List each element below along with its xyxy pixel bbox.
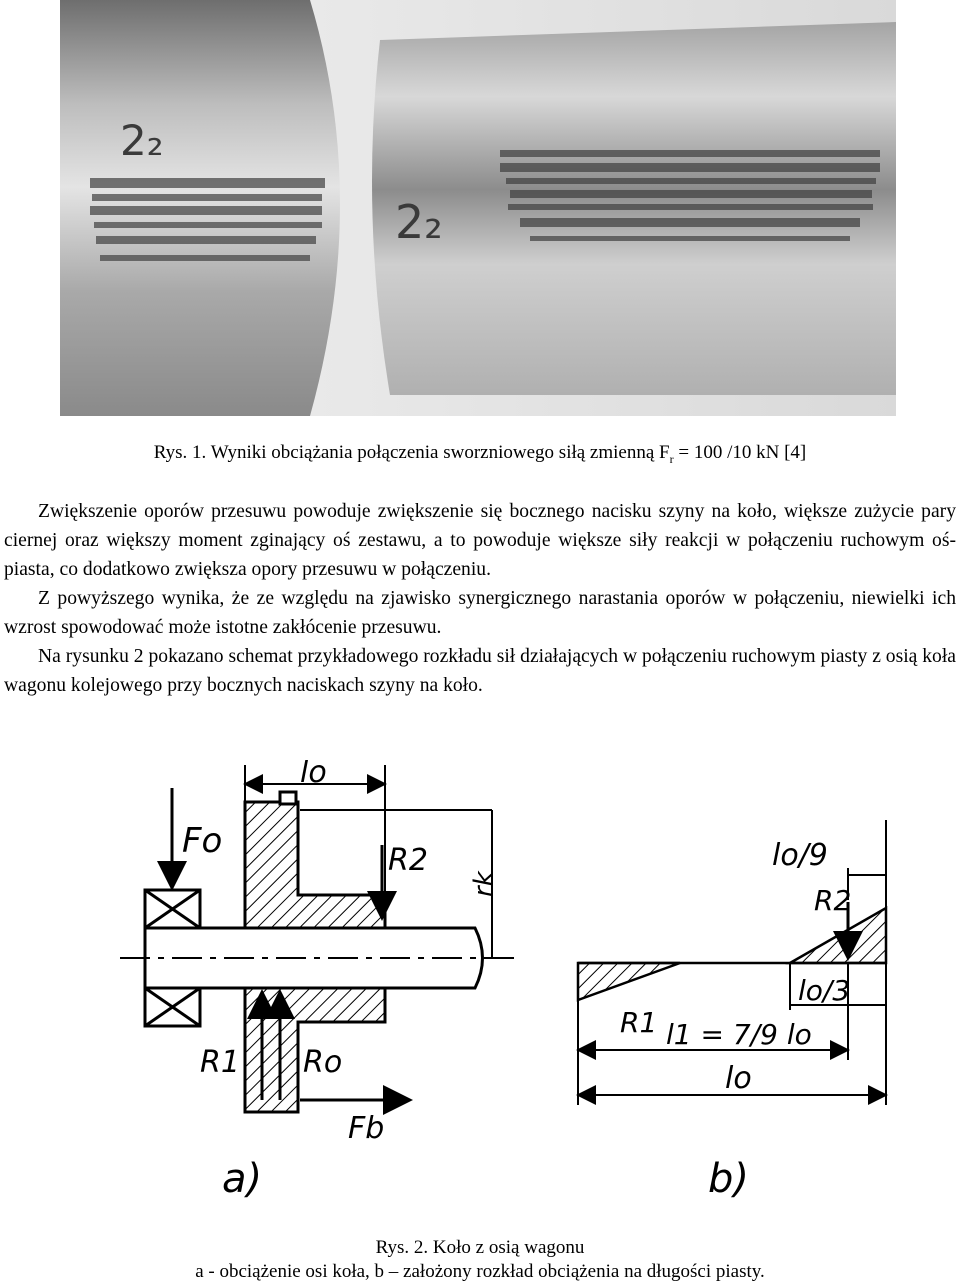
photo-mark-right: 2₂ bbox=[395, 195, 443, 249]
label-b-l1: l1 = 7/9 lo bbox=[666, 1018, 812, 1051]
figure1-caption-prefix: Rys. 1. Wyniki obciążania połączenia sworzniowego siłą zmienną F bbox=[153, 442, 670, 463]
label-b-r2: R2 bbox=[814, 884, 852, 917]
photo-mark-left: 2₂ bbox=[120, 116, 164, 165]
paragraph-2: Z powyższego wynika, że ze względu na zjawisko synergicznego narastania oporów w połączeniu, niewielki ich wzrost spowodować może istotne zakłócenie przesuwu. bbox=[4, 588, 956, 638]
label-b-lo: lo bbox=[725, 1061, 752, 1096]
label-b-r1: R1 bbox=[620, 1006, 658, 1039]
label-b: b) bbox=[708, 1156, 749, 1202]
label-a: a) bbox=[222, 1156, 263, 1202]
label-b-lo3: lo/3 bbox=[798, 974, 851, 1007]
paragraph-1: Zwiększenie oporów przesuwu powoduje zwiększenie się bocznego nacisku szyny na koło, większe zużycie pary ciernej oraz większy moment zginający oś zestawu, a to powoduje większe siły reakcji w połączeniu ruchowym oś-piasta, co dodatkowo zwiększa opory przesuwu w połączeniu. bbox=[4, 501, 956, 580]
figure2-caption-line2: a - obciążenie osi koła, b – założony rozkład obciążenia na długości piasty. bbox=[195, 1261, 765, 1282]
body-text bbox=[4, 497, 956, 700]
label-a-lo: lo bbox=[300, 760, 327, 790]
label-a-fo: Fo bbox=[182, 821, 223, 861]
paragraph-3: Na rysunku 2 pokazano schemat przykładowego rozkładu sił działających w połączeniu ruchowym piasty z osią koła wagonu kolejowego przy bocznych naciskach szyny na koło. bbox=[4, 646, 956, 696]
figure2-caption bbox=[0, 1236, 960, 1284]
label-a-ro: Ro bbox=[303, 1045, 343, 1080]
label-a-rk: rk bbox=[469, 871, 499, 897]
figure1-caption-suffix: = 100 /10 kN [4] bbox=[673, 442, 807, 463]
figure2-caption-line1: Rys. 2. Koło z osią wagonu bbox=[375, 1237, 585, 1258]
label-b-lo9: lo/9 bbox=[772, 838, 828, 873]
label-a-fb: Fb bbox=[348, 1111, 385, 1146]
figure2-diagram bbox=[0, 760, 960, 1230]
figure1-caption bbox=[0, 441, 960, 471]
label-a-r2: R2 bbox=[388, 843, 428, 878]
wear-photo bbox=[60, 0, 896, 416]
label-a-r1: R1 bbox=[200, 1045, 240, 1080]
figure1-caption-sub: r bbox=[669, 451, 674, 466]
